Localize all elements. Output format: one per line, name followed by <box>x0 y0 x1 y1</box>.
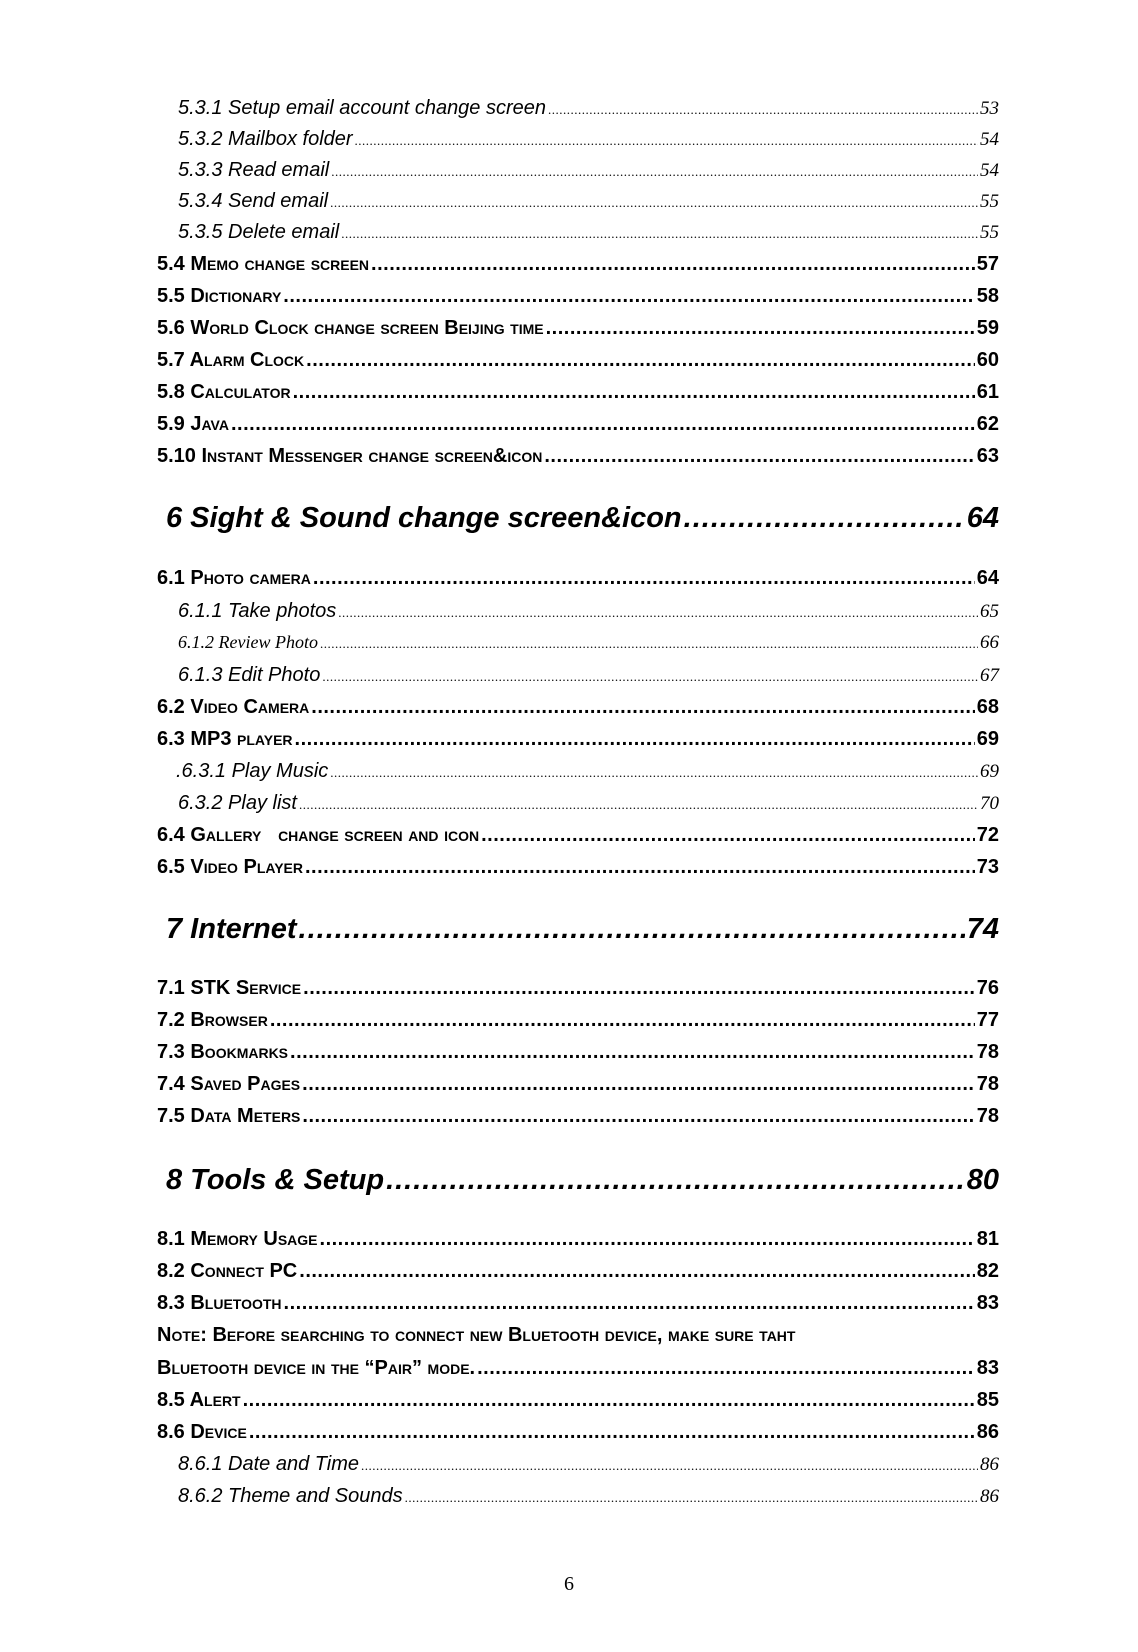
dot-leader <box>313 567 975 590</box>
dot-leader <box>481 824 975 847</box>
toc-entry-6-3-2[interactable] <box>178 792 999 815</box>
toc-entry-8-5[interactable] <box>157 1389 999 1412</box>
toc-chapter-page: 64 <box>966 502 999 534</box>
dot-leader <box>243 1389 975 1412</box>
toc-entry-page: 60 <box>976 349 999 371</box>
toc-entry-7-3[interactable] <box>157 1041 999 1064</box>
toc-entry-6-1-3[interactable] <box>178 664 999 687</box>
toc-entry-page: 73 <box>976 856 999 878</box>
dot-leader <box>302 1105 974 1128</box>
toc-entry-page: 78 <box>976 1073 999 1095</box>
toc-chapter-7[interactable] <box>166 913 999 946</box>
toc-entry-page: 78 <box>976 1105 999 1127</box>
dot-leader <box>320 1228 975 1251</box>
toc-entry-label: 6.5 Video Player <box>157 856 303 878</box>
toc-entry-page: 86 <box>976 1421 999 1443</box>
toc-entry-5-5[interactable] <box>157 285 999 308</box>
dot-leader <box>361 1458 978 1474</box>
toc-entry-page: 59 <box>976 317 999 339</box>
toc-entry-6-3-1[interactable] <box>176 760 999 783</box>
toc-entry-6-4[interactable] <box>157 824 999 847</box>
toc-entry-page: 57 <box>976 253 999 275</box>
toc-entry-page: 55 <box>980 222 999 243</box>
dot-leader <box>290 1041 975 1064</box>
toc-entry-8-6-2[interactable] <box>178 1485 999 1508</box>
toc-entry-page: 61 <box>976 381 999 403</box>
toc-entry-page: 65 <box>980 601 999 622</box>
toc-entry-label: 8.6.1 Date and Time <box>178 1453 360 1475</box>
toc-entry-6-1-1[interactable] <box>178 600 999 623</box>
toc-entry-label: 6.3.2 Play list <box>178 792 297 814</box>
toc-entry-5-3-3[interactable] <box>178 159 999 182</box>
toc-entry-page: 86 <box>980 1486 999 1507</box>
toc-entry-page: 62 <box>976 413 999 435</box>
dot-leader <box>386 1164 965 1197</box>
toc-entry-8-6-1[interactable] <box>178 1453 999 1476</box>
toc-entry-label: 5.3.2 Mailbox folder <box>178 128 353 150</box>
toc-chapter-page: 80 <box>966 1164 999 1196</box>
toc-entry-7-1[interactable] <box>157 977 999 1000</box>
toc-entry-label: 5.7 Alarm Clock <box>157 349 305 371</box>
dot-leader <box>299 913 965 946</box>
toc-entry-page: 85 <box>976 1389 999 1411</box>
toc-entry-page: 81 <box>976 1228 999 1250</box>
dot-leader <box>295 728 975 751</box>
dot-leader <box>405 1490 978 1506</box>
toc-entry-8-6[interactable] <box>157 1421 999 1444</box>
toc-entry-label: 6.1 Photo camera <box>157 567 311 589</box>
dot-leader <box>299 797 978 813</box>
dot-leader <box>284 1292 975 1315</box>
dot-leader <box>293 381 975 404</box>
dot-leader <box>544 445 974 468</box>
toc-entry-label: 6.1.2 Review Photo <box>178 632 318 652</box>
toc-chapter-8[interactable] <box>166 1164 999 1197</box>
toc-entry-page: 83 <box>976 1292 999 1314</box>
toc-entry-page: 54 <box>980 160 999 181</box>
toc-entry-label: 5.3.3 Read email <box>178 159 330 181</box>
toc-entry-page: 76 <box>976 977 999 999</box>
toc-entry-label: 6.2 Video Camera <box>157 696 310 718</box>
toc-entry-page: 64 <box>976 567 999 589</box>
dot-leader <box>270 1009 975 1032</box>
dot-leader <box>303 977 975 1000</box>
dot-leader <box>330 765 978 781</box>
dot-leader <box>306 349 975 372</box>
toc-entry-label: 8.5 Alert <box>157 1389 241 1411</box>
toc-entry-label: 8.2 Connect PC <box>157 1260 298 1282</box>
toc-entry-page: 70 <box>980 793 999 814</box>
toc-entry-label: 7.2 Browser <box>157 1009 268 1031</box>
dot-leader <box>231 413 975 436</box>
toc-entry-label: .6.3.1 Play Music <box>176 760 329 782</box>
toc-entry-label: 8.6.2 Theme and Sounds <box>178 1485 403 1507</box>
toc-entry-label: 7.3 Bookmarks <box>157 1041 289 1063</box>
toc-entry-label: 7.5 Data Meters <box>157 1105 301 1127</box>
dot-leader <box>684 502 965 535</box>
dot-leader <box>302 1073 975 1096</box>
toc-entry-6-2[interactable] <box>157 696 999 719</box>
toc-entry-5-8[interactable] <box>157 381 999 404</box>
toc-entry-5-3-5[interactable] <box>178 221 999 244</box>
dot-leader <box>341 226 978 242</box>
toc-entry-label: 8.1 Memory Usage <box>157 1228 318 1250</box>
toc-entry-label: 5.10 Instant Messenger change screen&icon <box>157 445 543 467</box>
toc-entry-page: 53 <box>980 98 999 119</box>
toc-entry-5-9[interactable] <box>157 413 999 436</box>
toc-entry-5-3-2[interactable] <box>178 128 999 151</box>
toc-entry-label: 5.4 Memo change screen <box>157 253 370 275</box>
dot-leader <box>320 636 978 652</box>
toc-entry-7-2[interactable] <box>157 1009 999 1032</box>
toc-entry-page: 69 <box>976 728 999 750</box>
toc-entry-6-3[interactable] <box>157 728 999 751</box>
toc-entry-page: 86 <box>980 1454 999 1475</box>
toc-entry-page: 68 <box>976 696 999 718</box>
dot-leader <box>371 253 975 276</box>
toc-entry-6-5[interactable] <box>157 856 999 879</box>
dot-leader <box>299 1260 974 1283</box>
dot-leader <box>330 195 978 211</box>
toc-entry-label: 8.3 Bluetooth <box>157 1292 282 1314</box>
toc-entry-8-1[interactable] <box>157 1228 999 1251</box>
toc-entry-label: 5.8 Calculator <box>157 381 291 403</box>
page-number: 6 <box>564 1573 574 1595</box>
toc-entry-6-1-2[interactable] <box>178 632 999 654</box>
toc-entry-page: 58 <box>976 285 999 307</box>
dot-leader <box>283 285 974 308</box>
toc-entry-page: 54 <box>980 129 999 150</box>
toc-entry-label: 7.4 Saved Pages <box>157 1073 301 1095</box>
toc-entry-8-3[interactable] <box>157 1292 999 1315</box>
toc-entry-page: 72 <box>976 824 999 846</box>
toc-entry-label: 7.1 STK Service <box>157 977 302 999</box>
toc-entry-label: Bluetooth device in the “Pair” mode. <box>157 1357 476 1379</box>
dot-leader <box>548 102 978 118</box>
dot-leader <box>338 605 978 621</box>
toc-chapter-label: 7 Internet <box>166 913 297 945</box>
toc-entry-6-1[interactable] <box>157 567 999 590</box>
dot-leader <box>249 1421 975 1444</box>
toc-entry-page: 77 <box>976 1009 999 1031</box>
dot-leader <box>322 669 978 685</box>
toc-entry-label: 5.6 World Clock change screen Beijing time <box>157 317 544 339</box>
toc-entry-8-2[interactable] <box>157 1260 999 1283</box>
toc-entry-label: 6.4 Gallery change screen and icon <box>157 824 480 846</box>
dot-leader <box>477 1357 975 1380</box>
toc-entry-5-3-1[interactable] <box>178 97 999 120</box>
toc-entry-label: 6.3 MP3 player <box>157 728 293 750</box>
dot-leader <box>305 856 975 879</box>
toc-entry-label: 5.5 Dictionary <box>157 285 282 307</box>
toc-entry-page: 63 <box>976 445 999 467</box>
toc-chapter-label: 6 Sight & Sound change screen&icon <box>166 502 682 534</box>
toc-chapter-page: 74 <box>966 913 999 945</box>
toc-entry-page: 83 <box>976 1357 999 1379</box>
toc-entry-label: 5.9 Java <box>157 413 229 435</box>
toc-chapter-label: 8 Tools & Setup <box>166 1164 385 1196</box>
toc-note-entry[interactable] <box>157 1357 999 1380</box>
toc-entry-label: 6.1.3 Edit Photo <box>178 664 321 686</box>
toc-entry-label: 5.3.1 Setup email account change screen <box>178 97 547 119</box>
dot-leader <box>311 696 974 719</box>
toc-entry-5-10[interactable] <box>157 445 999 468</box>
toc-entry-page: 82 <box>976 1260 999 1282</box>
toc-entry-5-3-4[interactable] <box>178 190 999 213</box>
toc-entry-page: 78 <box>976 1041 999 1063</box>
toc-entry-page: 67 <box>980 665 999 686</box>
toc-entry-5-7[interactable] <box>157 349 999 372</box>
toc-chapter-6[interactable] <box>166 502 999 535</box>
toc-entry-label: 5.3.4 Send email <box>178 190 329 212</box>
toc-entry-7-4[interactable] <box>157 1073 999 1096</box>
toc-entry-page: 66 <box>980 632 999 653</box>
dot-leader <box>331 164 978 180</box>
toc-entry-5-6[interactable] <box>157 317 999 340</box>
toc-entry-label: 6.1.1 Take photos <box>178 600 337 622</box>
toc-entry-page: 69 <box>980 761 999 782</box>
dot-leader <box>355 133 978 149</box>
dot-leader <box>546 317 975 340</box>
toc-entry-5-4[interactable] <box>157 253 999 276</box>
toc-entry-7-5[interactable] <box>157 1105 999 1128</box>
toc-entry-page: 55 <box>980 191 999 212</box>
toc-entry-label: 5.3.5 Delete email <box>178 221 340 243</box>
toc-entry-label: 8.6 Device <box>157 1421 247 1443</box>
toc-note-line: Note: Before searching to connect new Bluetooth device, make sure taht <box>157 1324 796 1346</box>
